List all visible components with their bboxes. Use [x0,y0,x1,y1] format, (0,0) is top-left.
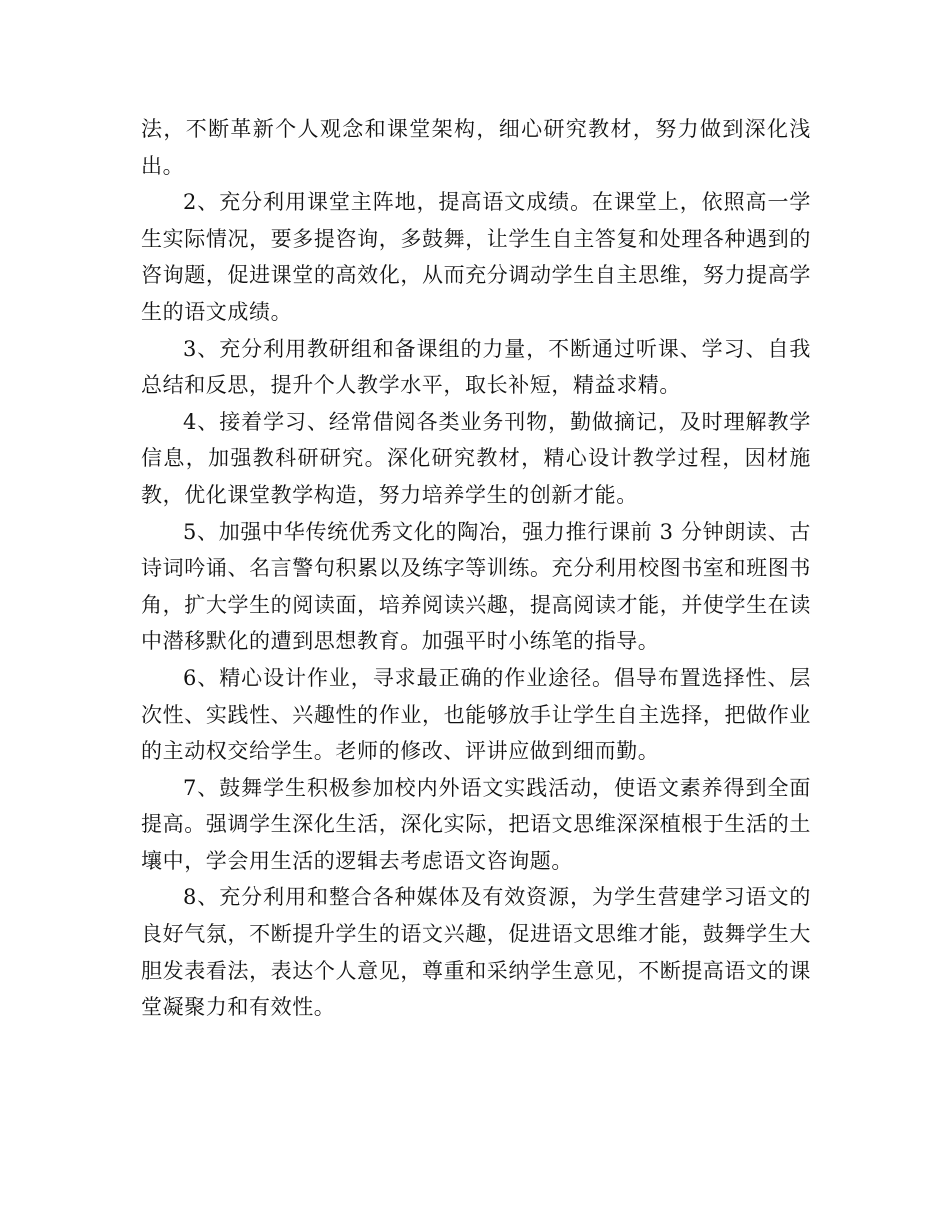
paragraph-item-6: 6、精心设计作业，寻求最正确的作业途径。倡导布置选择性、层次性、实践性、兴趣性的作业，也能够放手让学生自主选择，把做作业的主动权交给学生。老师的修改、评讲应做到细而勤。 [141,665,811,764]
paragraph-item-4: 4、接着学习、经常借阅各类业务刊物，勤做摘记，及时理解教学信息，加强教科研研究。深化研究教材，精心设计教学过程，因材施教，优化课堂教学构造，努力培养学生的创新才能。 [141,409,811,507]
paragraph-item-8: 8、充分利用和整合各种媒体及有效资源，为学生营建学习语文的良好气氛，不断提升学生的语文兴趣，促进语文思维才能，鼓舞学生大胆发表看法，表达个人意见，尊重和采纳学生意见，不断提高语文的课堂凝聚力和有效性。 [141,885,811,1020]
paragraph-item-5: 5、加强中华传统优秀文化的陶冶，强力推行课前 3 分钟朗读、古诗词吟诵、名言警句积累以及练字等训练。充分利用校图书室和班图书角，扩大学生的阅读面，培养阅读兴趣，提高阅读才能，并使学生在读中潜移默化的遭到思想教育。加强平时小练笔的指导。 [141,519,811,654]
paragraph-item-7: 7、鼓舞学生积极参加校内外语文实践活动，使语文素养得到全面提高。强调学生深化生活，深化实际，把语文思维深深植根于生活的土壤中，学会用生活的逻辑去考虑语文咨询题。 [141,775,811,873]
paragraph-item-3: 3、充分利用教研组和备课组的力量，不断通过听课、学习、自我总结和反思，提升个人教学水平，取长补短，精益求精。 [141,336,811,398]
document-body [141,111,811,1026]
paragraph-item-2: 2、充分利用课堂主阵地，提高语文成绩。在课堂上，依照高一学生实际情况，要多提咨询，多鼓舞，让学生自主答复和处理各种遇到的咨询题，促进课堂的高效化，从而充分调动学生自主思维，努力提高学生的语文成绩。 [141,190,811,324]
paragraph-continuation: 法，不断革新个人观念和课堂架构，细心研究教材，努力做到深化浅出。 [141,117,811,178]
